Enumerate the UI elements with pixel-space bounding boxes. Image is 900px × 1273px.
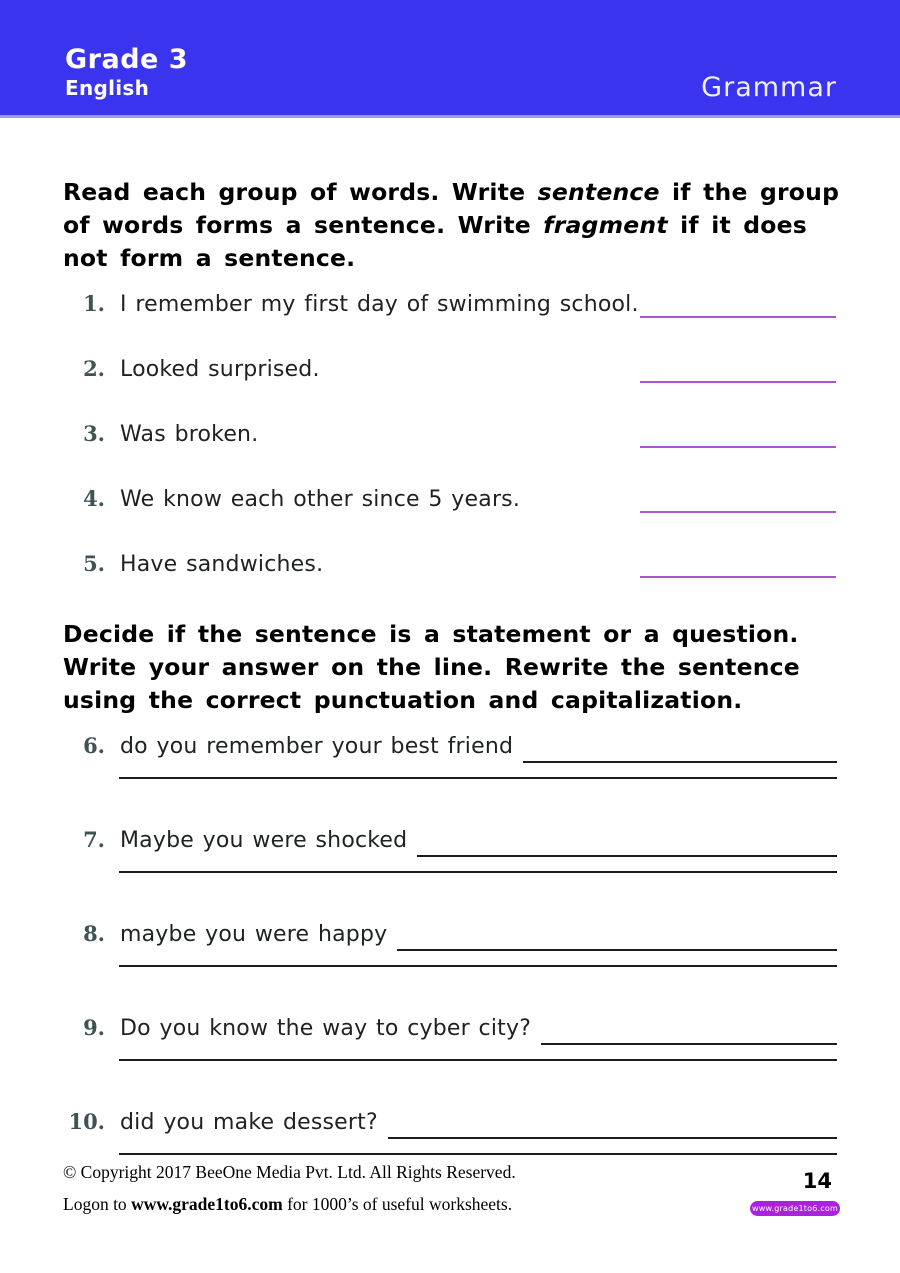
header-band <box>0 0 900 118</box>
instruction-text: of words forms a sentence. Write <box>63 211 544 239</box>
rewrite-line-10[interactable] <box>119 1139 837 1155</box>
question-number: 7. <box>83 827 105 852</box>
question-number: 9. <box>83 1015 105 1040</box>
page-number: 14 <box>802 1169 832 1193</box>
question-item-5 <box>63 551 837 581</box>
instruction-line: Write your answer on the line. Rewrite the sentence <box>63 653 800 681</box>
subject-label: English <box>65 76 150 100</box>
question-item-9 <box>63 1015 837 1061</box>
question-text: Maybe you were shocked <box>120 828 408 853</box>
rewrite-line-7[interactable] <box>119 857 837 873</box>
question-text: Was broken. <box>120 422 259 447</box>
question-item-6 <box>63 733 837 779</box>
rewrite-line-8[interactable] <box>119 951 837 967</box>
site-url: www.grade1to6.com <box>131 1194 283 1214</box>
question-number: 4. <box>83 486 105 511</box>
question-item-4 <box>63 486 837 516</box>
question-number: 2. <box>83 356 105 381</box>
question-number: 10. <box>68 1109 105 1134</box>
instruction-text: if the group <box>659 178 840 206</box>
site-badge: www.grade1to6.com <box>750 1201 840 1216</box>
question-number: 5. <box>83 551 105 576</box>
question-number: 3. <box>83 421 105 446</box>
instruction-text: Read each group of words. Write <box>63 178 538 206</box>
question-row <box>63 827 837 857</box>
logon-text <box>63 1193 837 1215</box>
question-text: did you make dessert? <box>120 1110 378 1135</box>
answer-line-8[interactable] <box>397 925 837 951</box>
question-row <box>63 1015 837 1045</box>
question-row <box>63 733 837 763</box>
copyright-text: © Copyright 2017 BeeOne Media Pvt. Ltd. All Rights Reserved. <box>63 1162 516 1182</box>
instruction-italic-word: sentence <box>537 178 660 206</box>
answer-line-4[interactable] <box>640 511 836 513</box>
question-text: Do you know the way to cyber city? <box>120 1016 532 1041</box>
question-text: Have sandwiches. <box>120 552 324 577</box>
question-text: We know each other since 5 years. <box>120 487 521 512</box>
instruction-italic-word: fragment <box>543 211 668 239</box>
question-number: 1. <box>83 291 105 316</box>
question-item-7 <box>63 827 837 873</box>
question-number: 8. <box>83 921 105 946</box>
question-text: I remember my first day of swimming school. <box>120 292 639 317</box>
instruction-text: if it does <box>667 211 807 239</box>
rewrite-line-6[interactable] <box>119 763 837 779</box>
question-text: Looked surprised. <box>120 357 320 382</box>
question-row <box>63 1109 837 1139</box>
question-item-3 <box>63 421 837 451</box>
question-item-8 <box>63 921 837 967</box>
question-item-2 <box>63 356 837 386</box>
instruction-line: not form a sentence. <box>63 244 356 272</box>
question-row <box>63 921 837 951</box>
logon-prefix: Logon to <box>63 1194 132 1214</box>
answer-line-9[interactable] <box>541 1019 837 1045</box>
section-b-instructions <box>63 618 837 717</box>
answer-line-6[interactable] <box>523 737 837 763</box>
answer-line-7[interactable] <box>417 831 837 857</box>
answer-line-1[interactable] <box>640 316 836 318</box>
question-item-1 <box>63 291 837 321</box>
instruction-line: using the correct punctuation and capitalization. <box>63 686 743 714</box>
question-text: maybe you were happy <box>120 922 388 947</box>
worksheet-body <box>0 176 900 1155</box>
instruction-line: Decide if the sentence is a statement or a question. <box>63 620 799 648</box>
logon-suffix: for 1000’s of useful worksheets. <box>282 1194 513 1214</box>
rewrite-line-9[interactable] <box>119 1045 837 1061</box>
section-a-instructions <box>63 176 840 275</box>
instruction-line <box>63 176 840 209</box>
grade-label: Grade 3 <box>65 44 189 75</box>
question-text: do you remember your best friend <box>120 734 514 759</box>
answer-line-5[interactable] <box>640 576 836 578</box>
answer-line-3[interactable] <box>640 446 836 448</box>
footer <box>0 1161 900 1215</box>
topic-label: Grammar <box>701 72 837 103</box>
instruction-line <box>63 209 837 242</box>
answer-line-10[interactable] <box>388 1113 837 1139</box>
answer-line-2[interactable] <box>640 381 836 383</box>
question-number: 6. <box>83 733 105 758</box>
question-item-10 <box>63 1109 837 1155</box>
